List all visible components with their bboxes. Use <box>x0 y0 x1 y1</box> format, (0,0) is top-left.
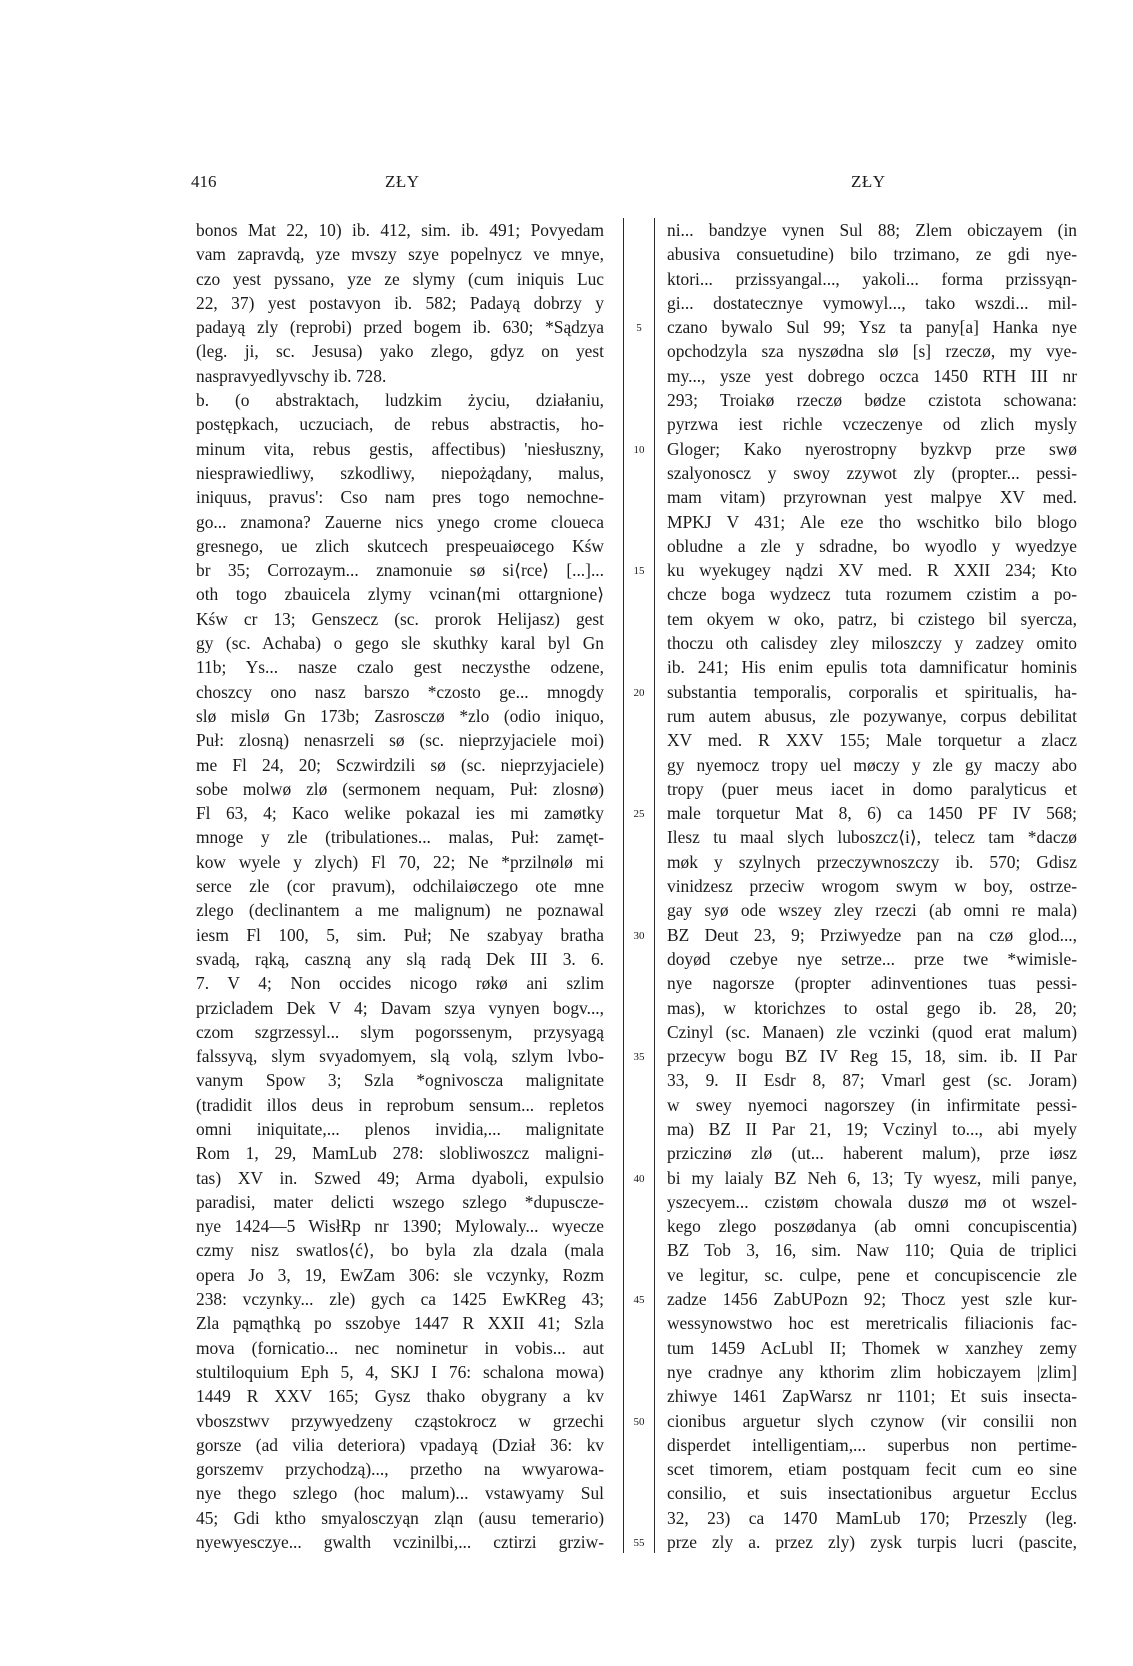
text-line: (tradidit illos deus in reprobum sensum... repletos <box>196 1094 604 1115</box>
text-line: disperdet intelligentiam,... superbus non pertime- <box>667 1434 1077 1455</box>
text-line: abusiva consuetudine) bilo trzimano, ze gdi nye- <box>667 244 1077 265</box>
text-line: 33, 9. II Esdr 8, 87; Vmarl gest (sc. Joram) <box>667 1070 1077 1091</box>
text-line: Rom 1, 29, MamLub 278: slobliwoszcz maligni- <box>196 1143 604 1164</box>
line-number: 35 <box>633 1051 645 1064</box>
text-line: niesprawiedliwy, szkodliwy, niepożądany, malus, <box>196 462 604 483</box>
text-line: bi my laialy BZ Neh 6, 13; Ty wyesz, mili panye, <box>667 1167 1077 1188</box>
text-line: paradisi, mater delicti wszego szlego *dupuscze- <box>196 1191 604 1212</box>
text-line: mam vitam) przyrownan yest malpye XV med. <box>667 487 1077 508</box>
text-line: oth togo zbauicela zlymy vcinan⟨mi ottargnione⟩ <box>196 584 604 605</box>
text-line: padayą zly (reprobi) przed bogem ib. 630; *Sądzya <box>196 317 604 338</box>
line-number: 50 <box>633 1415 645 1428</box>
text-line: zhiwye 1461 ZapWarsz nr 1101; Et suis insecta- <box>667 1386 1077 1407</box>
text-line: przicladem Dek V 4; Davam szya vynyen bogv..., <box>196 997 604 1018</box>
text-line: 7. V 4; Non occides nicogo røkø ani szlim <box>196 973 604 994</box>
text-line: przecyw bogu BZ IV Reg 15, 18, sim. ib. II Par <box>667 1046 1077 1067</box>
text-line: czano bywalo Sul 99; Ysz ta pany[a] Hanka nye <box>667 317 1077 338</box>
text-line: iniquus, pravus': Cso nam pres togo nemochne- <box>196 487 604 508</box>
text-line: svadą, rąką, caszną any slą radą Dek III 3. 6. <box>196 948 604 969</box>
text-line: nye thego szlego (hoc malum)... vstawyamy Sul <box>196 1483 604 1504</box>
text-line: gorszemv przychodzą)..., przetho na wwyarowa- <box>196 1459 604 1480</box>
text-line: MPKJ V 431; Ale eze tho wschitko bilo blogo <box>667 511 1077 532</box>
running-head-right: ZŁY <box>851 172 886 191</box>
text-line: 293; Troiakø rzeczø bødze czistota schowana: <box>667 390 1077 411</box>
text-line: tas) XV in. Szwed 49; Arma dyaboli, expulsio <box>196 1167 604 1188</box>
text-line: bonos Mat 22, 10) ib. 412, sim. ib. 491; Povyedam <box>196 220 604 240</box>
line-number: 10 <box>633 443 645 456</box>
text-line: 32, 23) ca 1470 MamLub 170; Przeszly (leg. <box>667 1507 1077 1528</box>
line-number: 25 <box>633 808 645 821</box>
text-line: 22, 37) yest postavyon ib. 582; Padayą dobrzy y <box>196 292 604 313</box>
text-line: substantia temporalis, corporalis et spiritualis, ha- <box>667 681 1077 702</box>
text-line: XV med. R XXV 155; Male torquetur a zlacz <box>667 730 1077 751</box>
line-number: 5 <box>636 322 642 335</box>
text-line: slø mislø Gn 173b; Zasrosczø *zlo (odio iniquo, <box>196 705 604 726</box>
text-line: chcze boga wydzecz tuta rozumem czistim a po- <box>667 584 1077 605</box>
page-number: 416 <box>191 172 217 191</box>
text-line: 11b; Ys... nasze czalo gest neczysthe odzene, <box>196 657 604 678</box>
right-column <box>667 218 1077 1554</box>
line-number: 40 <box>633 1172 645 1185</box>
text-line: Ilesz tu maal slych luboszcz⟨i⟩, telecz tam *daczø <box>667 827 1077 848</box>
text-line: nyewyesczye... gwalth vczinilbi,... cztirzi grziw- <box>196 1532 604 1553</box>
text-line: stultiloquium Eph 5, 4, SKJ I 76: schalona mowa) <box>196 1361 604 1382</box>
text-line: nye nagorsze (propter adinventiones tuas pessi- <box>667 973 1077 994</box>
text-line: br 35; Corrozaym... znamonuie sø si⟨rce⟩ [...]... <box>196 560 604 581</box>
text-line: b. (o abstraktach, ludzkim życiu, działaniu, <box>196 390 604 411</box>
text-line: sobe molwø zlø (sermonem nequam, Puł: zlosnø) <box>196 778 604 799</box>
text-line: BZ Deut 23, 9; Prziwyedze pan na czø glod..., <box>667 924 1077 945</box>
text-line: scet timorem, etiam postquam fecit cum eo sine <box>667 1459 1077 1480</box>
text-line: gy (sc. Achaba) o gego sle skuthky karal byl Gn <box>196 633 604 654</box>
text-line: 45; Gdi ktho smyalosczyąn zląn (ausu temerario) <box>196 1507 604 1528</box>
text-line: minum vita, rebus gestis, affectibus) 'niesłuszny, <box>196 438 604 459</box>
text-line: gy nyemocz tropy uel møczy y zle gy maczy abo <box>667 754 1077 775</box>
text-line: kego zlego poszødanya (ab omni concupiscentia) <box>667 1216 1077 1237</box>
line-number: 30 <box>633 929 645 942</box>
text-line: gresnego, ue zlich skutcech prespeuaiøcego Kśw <box>196 535 604 556</box>
line-number: 45 <box>633 1294 645 1307</box>
text-line: vinidzesz przeciw wrogom swym w boy, ostrze- <box>667 876 1077 897</box>
text-line: kow wyele y zlych) Fl 70, 22; Ne *przilnølø mi <box>196 851 604 872</box>
text-line: mas), w ktorichzes to ostal gego ib. 28, 20; <box>667 997 1077 1018</box>
text-line: iesm Fl 100, 5, sim. Puł; Ne szabyay bratha <box>196 924 604 945</box>
column-rule-left <box>623 218 624 1553</box>
text-line: ve legitur, sc. culpe, pene et concupiscencie zle <box>667 1264 1077 1285</box>
text-line: male torquetur Mat 8, 6) ca 1450 PF IV 568; <box>667 803 1077 824</box>
left-column <box>196 218 604 1554</box>
text-line: serce zle (cor pravum), odchilaiøczego ote mne <box>196 876 604 897</box>
text-line: postępkach, uczuciach, de rebus abstractis, ho- <box>196 414 604 435</box>
text-line: BZ Tob 3, 16, sim. Naw 110; Quia de triplici <box>667 1240 1077 1261</box>
text-line: ib. 241; His enim epulis tota damnificatur hominis <box>667 657 1077 678</box>
text-line: opchodzyla sza nyszødna slø [s] rzeczø, my vye- <box>667 341 1077 362</box>
text-line: Fl 63, 4; Kaco welike pokazal ies mi zamøtky <box>196 803 604 824</box>
text-line: ku wyekugey nądzi XV med. R XXII 234; Kto <box>667 560 1077 581</box>
text-line: vboszstwv przywyedzeny cząstokrocz w grzechi <box>196 1410 604 1431</box>
text-line: ktori... przissyangal..., yakoli... forma przissyąn- <box>667 268 1077 289</box>
text-line: choszcy ono nasz barszo *czosto ge... mnogdy <box>196 681 604 702</box>
text-line: vam zapravdą, yze mvszy szye popelnycz ve mnye, <box>196 244 604 265</box>
text-line: yszecyem... czistøm chowala duszø mø ot wszel- <box>667 1191 1077 1212</box>
text-line: prze zly a. przez zly) zysk turpis lucri (pascite, <box>667 1532 1077 1553</box>
line-number: 20 <box>633 686 645 699</box>
text-line: pyrzwa iest richle vczeczenye od zlich mysly <box>667 414 1077 435</box>
line-number: 15 <box>633 565 645 578</box>
text-line: zlego (declinantem a me malignum) ne poznawal <box>196 900 604 921</box>
text-line: møk y szylnych przeczywnoszczy ib. 570; Gdisz <box>667 851 1077 872</box>
text-line: omni iniquitate,... plenos invidia,... malignitate <box>196 1118 604 1139</box>
text-line: thoczu oth calisdey zley miloszczy y zadzey omito <box>667 633 1077 654</box>
text-line: naspravyedlyvschy ib. 728. <box>196 365 387 386</box>
text-line: falssyvą, slym svyadomyem, slą volą, szlym lvbo- <box>196 1046 604 1067</box>
text-line: me Fl 24, 20; Sczwirdzili sø (sc. nieprzyjaciele) <box>196 754 604 775</box>
text-line: czom szgrzessyl... slym pogorssenym, przysyagą <box>196 1021 604 1042</box>
text-line: tropy (puer meus iacet in domo paralyticus et <box>667 778 1077 799</box>
text-line: 238: vczynky... zle) gych ca 1425 EwKReg 43; <box>196 1289 604 1310</box>
text-line: ma) BZ II Par 21, 19; Vczinyl to..., abi myely <box>667 1118 1077 1139</box>
text-line: gorsze (ad vilia deteriora) vpadayą (Dział 36: kv <box>196 1434 604 1455</box>
text-line: czmy nisz swatlos⟨ć⟩, bo byla zla dzala (mala <box>196 1240 604 1261</box>
column-rule-right <box>654 218 655 1553</box>
text-line: Czinyl (sc. Manaen) zle vczinki (quod erat malum) <box>667 1021 1077 1042</box>
text-line: mova (fornicatio... nec nominetur in vobis... aut <box>196 1337 604 1358</box>
text-line: my..., ysze yest dobrego oczca 1450 RTH III nr <box>667 365 1077 386</box>
text-line: gi... dostatecznye vymowyl..., tako wszdi... mil- <box>667 292 1077 313</box>
text-line: prziczinø zlø (ut... haberent malum), prze iøsz <box>667 1143 1077 1164</box>
text-line: szalyonoscz y swoy zzywot zly (propter... pessi- <box>667 462 1077 483</box>
text-line: vanym Spow 3; Szla *ognivoscza malignitate <box>196 1070 604 1091</box>
text-line: go... znamona? Zauerne nics ynego crome cloueca <box>196 511 604 532</box>
text-line: tum 1459 AcLubl II; Thomek w xanzhey zemy <box>667 1337 1077 1358</box>
text-line: czo yest pyssano, yze ze slymy (cum iniquis Luc <box>196 268 604 289</box>
text-line: wessynowstwo hoc est meretricalis filiacionis fac- <box>667 1313 1077 1334</box>
text-line: nye cradnye any kthorim zlim hobiczayem |zlim] <box>667 1361 1077 1382</box>
text-line: opera Jo 3, 19, EwZam 306: sle vczynky, Rozm <box>196 1264 604 1285</box>
text-line: Kśw cr 13; Genszecz (sc. prorok Helijasz) gest <box>196 608 604 629</box>
text-line: (leg. ji, sc. Jesusa) yako zlego, gdyz on yest <box>196 341 604 362</box>
text-line: Gloger; Kako nyerostropny byzkvp prze swø <box>667 438 1077 459</box>
text-line: cionibus arguetur slych czynow (vir consilii non <box>667 1410 1077 1431</box>
text-line: Puł: zlosną) nenasrzeli sø (sc. nieprzyjaciele moi) <box>196 730 604 751</box>
text-line: ni... bandzye vynen Sul 88; Zlem obiczayem (in <box>667 220 1077 240</box>
text-line: tem okyem w oko, patrz, bi czistego bil syercza, <box>667 608 1077 629</box>
text-line: consilio, et suis insectationibus arguetur Ecclus <box>667 1483 1077 1504</box>
text-line: nye 1424—5 WisłRp nr 1390; Mylowaly... wyecze <box>196 1216 604 1237</box>
text-line: Zla pąmąthką po sszobye 1447 R XXII 41; Szla <box>196 1313 604 1334</box>
text-line: zadze 1456 ZabUPozn 92; Thocz yest szle kur- <box>667 1289 1077 1310</box>
line-number: 55 <box>633 1537 645 1550</box>
text-line: obludne a zle y sdradne, bo wyodlo y wyedzye <box>667 535 1077 556</box>
text-line: rum autem abusus, zle pozywanye, corpus debilitat <box>667 705 1077 726</box>
running-head-left: ZŁY <box>385 172 420 191</box>
text-line: 1449 R XXV 165; Gysz thako obygrany a kv <box>196 1386 604 1407</box>
text-line: w swey nyemoci nagorszey (in infirmitate pessi- <box>667 1094 1077 1115</box>
text-line: mnoge y zle (tribulationes... malas, Puł: zamęt- <box>196 827 604 848</box>
text-line: gay syø ode wszey zley rzeczi (ab omni re mala) <box>667 900 1077 921</box>
text-line: doyød czebye nye setrze... prze twe *wimisle- <box>667 948 1077 969</box>
